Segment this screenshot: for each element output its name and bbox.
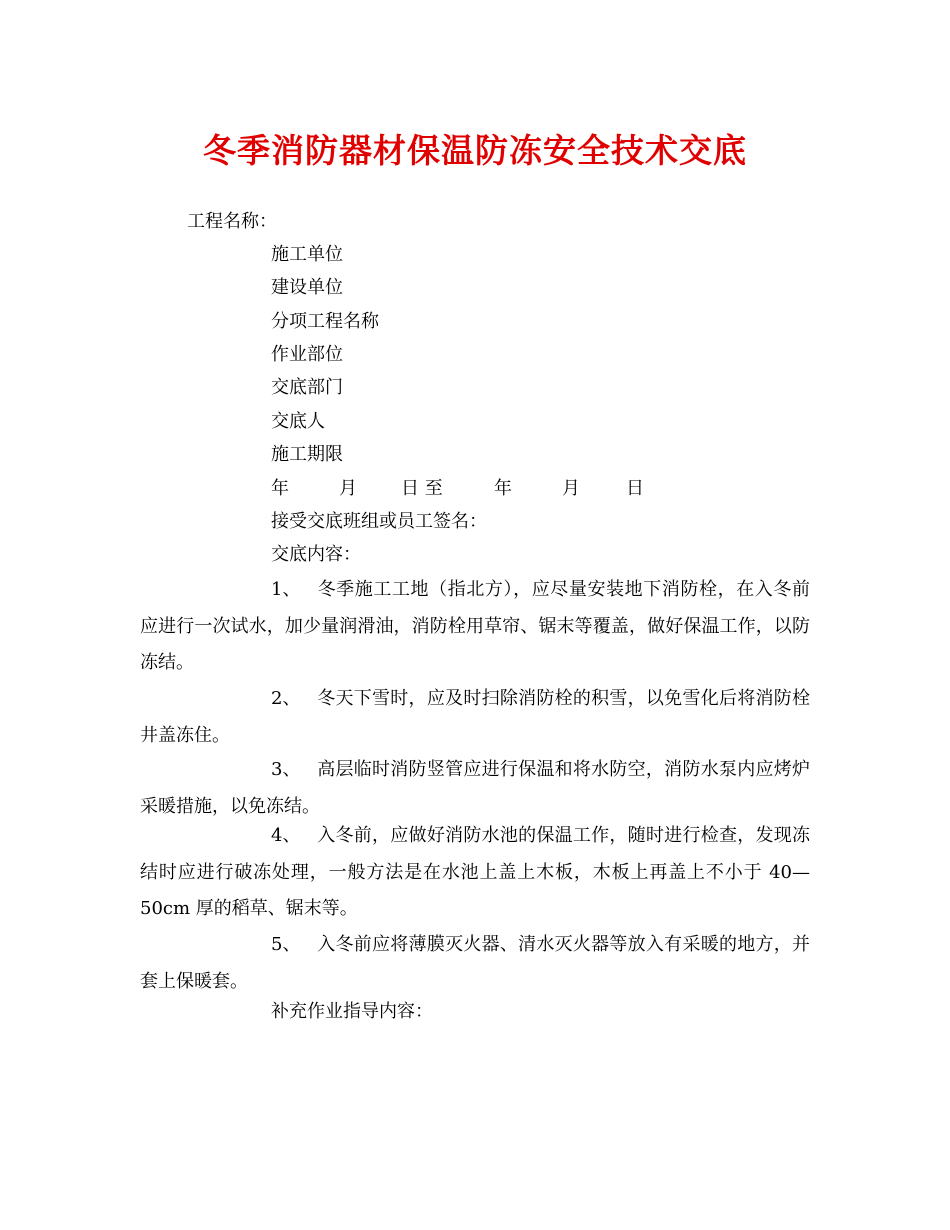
item-text: 入冬前，应做好消防水池的保温工作，随时进行检查，发现冻结时应进行破冻处理，一般方法是在水池上盖上木板，木板上再盖上不小于 40—50cm 厚的稻草、锯末等。 <box>140 825 810 920</box>
item-text: 高层临时消防竖管应进行保温和将水防空，消防水泵内应烤炉采暖措施，以免冻结。 <box>140 759 810 817</box>
construction-period-label: 施工期限 <box>271 444 343 465</box>
handover-department-label: 交底部门 <box>271 377 343 398</box>
building-unit-label: 建设单位 <box>271 277 343 298</box>
date-day-start-to: 日 至 <box>401 478 443 499</box>
date-day-end: 日 <box>626 478 644 499</box>
content-item-3 <box>140 752 810 825</box>
project-name-label: 工程名称： <box>187 211 277 232</box>
work-location-label: 作业部位 <box>271 344 343 365</box>
date-year-start: 年 <box>271 478 289 499</box>
content-item-4 <box>140 818 810 928</box>
document-title: 冬季消防器材保温防冻安全技术交底 <box>203 131 747 170</box>
item-number: 2、 <box>271 688 301 709</box>
date-month-start: 月 <box>339 478 357 499</box>
sub-project-name-label: 分项工程名称 <box>271 311 379 332</box>
item-text: 入冬前应将薄膜灭火器、清水灭火器等放入有采暖的地方，并套上保暖套。 <box>140 934 810 992</box>
content-item-2 <box>140 681 810 754</box>
handover-person-label: 交底人 <box>271 411 325 432</box>
supplement-label: 补充作业指导内容： <box>271 1001 433 1022</box>
content-item-1 <box>140 572 810 682</box>
item-number: 4、 <box>271 825 301 846</box>
date-range-row <box>271 478 644 500</box>
item-text: 冬天下雪时，应及时扫除消防栓的积雪，以免雪化后将消防栓井盖冻住。 <box>140 688 810 746</box>
item-number: 1、 <box>271 579 301 600</box>
signature-label: 接受交底班组或员工签名： <box>271 511 487 532</box>
date-month-end: 月 <box>562 478 580 499</box>
item-number: 5、 <box>271 934 301 955</box>
item-text: 冬季施工工地（指北方），应尽量安装地下消防栓，在入冬前应进行一次试水，加少量润滑油，消防栓用草帘、锯末等覆盖，做好保温工作，以防冻结。 <box>140 579 810 674</box>
date-year-end: 年 <box>494 478 512 499</box>
content-item-5 <box>140 927 810 1000</box>
item-number: 3、 <box>271 759 301 780</box>
content-label: 交底内容： <box>271 544 361 565</box>
construction-unit-label: 施工单位 <box>271 244 343 265</box>
